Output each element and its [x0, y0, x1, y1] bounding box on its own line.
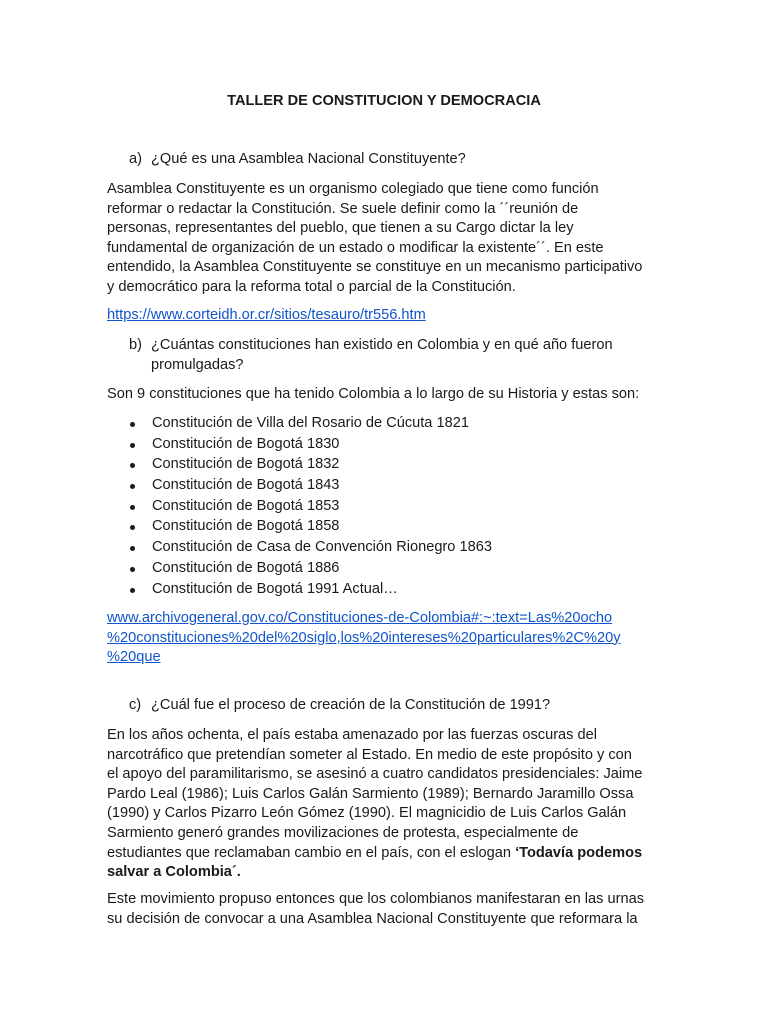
question-a — [107, 150, 667, 170]
list-item: Constitución de Bogotá 1991 Actual… — [107, 580, 667, 601]
answer-a-line: entendido, la Asamblea Constituyente se constituye en un mecanismo participativo — [107, 259, 643, 276]
question-c — [107, 696, 667, 716]
answer-c-line: En los años ochenta, el país estaba amenazado por las fuerzas oscuras del — [107, 727, 598, 743]
question-b — [107, 336, 667, 375]
question-a-label: a) — [129, 151, 142, 167]
source-link-b[interactable] — [107, 609, 667, 668]
answer-a-line: reformar o redactar la Constitución. Se suele definir como la ´´reunión de — [107, 200, 579, 217]
source-link-a[interactable]: https://www.corteidh.or.cr/sitios/tesauro/tr556.htm — [107, 307, 426, 323]
answer-c-line — [107, 863, 687, 883]
constitutions-list — [107, 414, 667, 600]
question-b-text: promulgadas? — [151, 356, 244, 373]
list-item: Constitución de Bogotá 1832 — [107, 455, 667, 476]
answer-c-line: Este movimiento propuso entonces que los colombianos manifestaran en las urnas — [107, 891, 645, 907]
list-item: Constitución de Bogotá 1858 — [107, 517, 667, 538]
slogan-text: ‘Todavía podemos — [515, 844, 643, 861]
answer-a-line: y democrático para la reforma total o parcial de la Constitución. — [107, 278, 516, 295]
question-c-label: c) — [129, 697, 142, 713]
slogan-text: salvar a Colombia´. — [107, 864, 241, 881]
source-link-b-line[interactable]: %20que — [107, 649, 161, 666]
list-item: Constitución de Bogotá 1886 — [107, 559, 667, 580]
answer-c-paragraph-1 — [107, 726, 687, 883]
document-title: TALLER DE CONSTITUCION Y DEMOCRACIA — [227, 93, 541, 109]
list-item: Constitución de Bogotá 1843 — [107, 476, 667, 497]
answer-c-line: su decisión de convocar a una Asamblea Nacional Constituyente que reformara la — [107, 910, 638, 927]
list-item: Constitución de Villa del Rosario de Cúcuta 1821 — [107, 414, 667, 435]
answer-c-line: (1990) y Carlos Pizarro León Gómez (1990). El magnicidio de Luis Carlos Galán — [107, 805, 627, 822]
list-item: Constitución de Casa de Convención Rionegro 1863 — [107, 538, 667, 559]
answer-a-line: personas, representantes del pueblo, que tienen a su Cargo dictar la ley — [107, 220, 574, 237]
source-link-a-wrap — [107, 306, 667, 326]
source-link-b-line[interactable]: %20constituciones%20del%20siglo,los%20intereses%20particulares%2C%20y — [107, 629, 621, 646]
list-item: Constitución de Bogotá 1853 — [107, 497, 667, 518]
answer-c-line: el apoyo del paramilitarismo, se asesinó a cuatro candidatos presidenciales: Jaime — [107, 766, 643, 783]
answer-a-line: fundamental de organización de un estado o modificar la existente´´. En este — [107, 239, 604, 256]
answer-c-paragraph-2 — [107, 890, 687, 929]
question-a-text: ¿Qué es una Asamblea Nacional Constituyente? — [151, 151, 466, 167]
answer-c-line: Pardo Leal (1986); Luis Carlos Galán Sarmiento (1989); Bernardo Jaramillo Ossa — [107, 785, 634, 802]
list-item: Constitución de Bogotá 1830 — [107, 435, 667, 456]
answer-c-line — [107, 844, 687, 864]
answer-c-line: Sarmiento generó grandes movilizaciones de protesta, especialmente de — [107, 824, 579, 841]
answer-b-intro: Son 9 constituciones que ha tenido Colombia a lo largo de su Historia y estas son: — [107, 386, 640, 402]
question-b-text: ¿Cuántas constituciones han existido en Colombia y en qué año fueron — [151, 337, 613, 353]
question-b-label: b) — [129, 337, 142, 353]
answer-a-line: Asamblea Constituyente es un organismo colegiado que tiene como función — [107, 181, 599, 197]
answer-c-line: narcotráfico que pretendían someter al Estado. En medio de este propósito y con — [107, 746, 632, 763]
answer-a — [107, 180, 687, 298]
source-link-b-line[interactable]: www.archivogeneral.gov.co/Constituciones-de-Colombia#:~:text=Las%20ocho — [107, 610, 613, 626]
answer-c-text: estudiantes que reclamaban cambio en el país, con el eslogan — [107, 844, 516, 861]
question-c-text: ¿Cuál fue el proceso de creación de la Constitución de 1991? — [151, 697, 551, 713]
